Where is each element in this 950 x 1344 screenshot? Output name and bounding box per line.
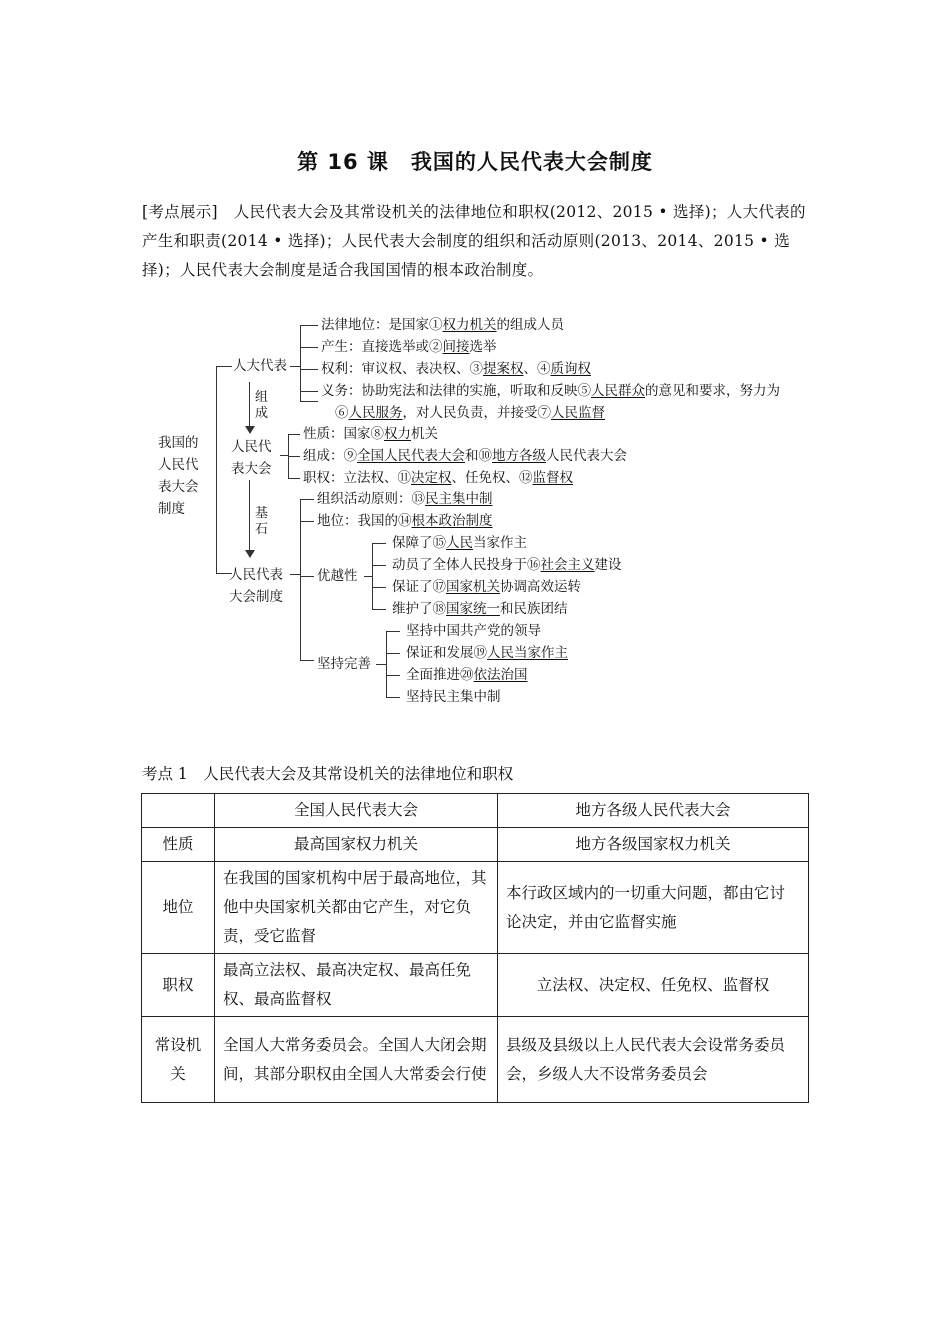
system-principle: 组织活动原则：⑬民主集中制 [317,491,493,507]
arrow-label-foundation: 基 石 [255,506,269,537]
row-head: 性质 [142,828,215,862]
node-congress: 人民代 表大会 [231,439,272,477]
arrow-label-compose: 组 成 [255,390,269,421]
adhere-item: 坚持中国共产党的领导 [406,623,541,639]
adhere-item: 保证和发展⑲人民当家作主 [406,645,568,661]
table-header: 全国人民代表大会 [215,794,498,828]
deputy-item-rights: 权利：审议权、表决权、③提案权、④质询权 [321,361,591,377]
table-cell: 立法权、决定权、任免权、监督权 [498,954,809,1017]
page-title: 第 16 课 我国的人民代表大会制度 [297,150,653,174]
deputy-item-election: 产生：直接选举或②间接选举 [321,339,497,355]
comparison-table [141,793,809,1103]
table-row [142,954,809,1017]
congress-item-nature: 性质：国家⑧权力机关 [303,426,438,442]
table-cell: 最高立法权、最高决定权、最高任免权、最高监督权 [215,954,498,1017]
congress-item-composition: 组成：⑨全国人民代表大会和⑩地方各级人民代表大会 [303,448,627,464]
table-cell: 在我国的国家机构中居于最高地位，其他中央国家机关都由它产生，对它负责，受它监督 [215,862,498,954]
superiority-item: 动员了全体人民投身于⑯社会主义建设 [392,557,622,573]
node-system: 人民代表 大会制度 [229,567,283,605]
table-cell: 县级及县级以上人民代表大会设常务委员会，乡级人大不设常务委员会 [498,1017,809,1103]
deputy-item-duties-cont: ⑥人民服务，对人民负责，并接受⑦人民监督 [335,405,605,421]
arrow-down-icon [245,550,255,558]
row-head: 职权 [142,954,215,1017]
arrow-down-icon [245,426,255,434]
congress-item-powers: 职权：立法权、⑪决定权、任免权、⑫监督权 [303,470,573,486]
table-cell: 最高国家权力机关 [215,828,498,862]
exam-points-intro: [考点展示] 人民代表大会及其常设机关的法律地位和职权(2012、2015 • 选择)；人大代表的产生和职责(2014 • 选择)；人民代表大会制度的组织和活动原则(2013、2014、2015 • 选择)；人民代表大会制度是适合我国国情的根本政治制度。 [142,203,806,279]
system-adhere-label: 坚持完善 [317,656,371,672]
section-title: 考点 1 人民代表大会及其常设机关的法律地位和职权 [142,765,514,783]
superiority-item: 保证了⑰国家机关协调高效运转 [392,579,581,595]
deputy-item-status: 法律地位：是国家①权力机关的组成人员 [321,317,564,333]
adhere-item: 全面推进⑳依法治国 [406,667,528,683]
diagram-root: 我国的 人民代 表大会 制度 [158,435,199,517]
node-deputy: 人大代表 [233,358,287,374]
row-head: 常设机关 [142,1017,215,1103]
table-header-row [142,794,809,828]
table-row [142,1017,809,1103]
table-header: 地方各级人民代表大会 [498,794,809,828]
table-cell: 全国人大常务委员会。全国人大闭会期间，其部分职权由全国人大常委会行使 [215,1017,498,1103]
system-status: 地位：我国的⑭根本政治制度 [317,513,493,529]
superiority-item: 维护了⑱国家统一和民族团结 [392,601,568,617]
deputy-item-duties: 义务：协助宪法和法律的实施，听取和反映⑤人民群众的意见和要求，努力为 [321,383,780,399]
table-header [142,794,215,828]
table-cell: 本行政区域内的一切重大问题，都由它讨论决定，并由它监督实施 [498,862,809,954]
table-cell: 地方各级国家权力机关 [498,828,809,862]
table-row [142,828,809,862]
adhere-item: 坚持民主集中制 [406,689,501,705]
superiority-item: 保障了⑮人民当家作主 [392,535,527,551]
row-head: 地位 [142,862,215,954]
system-superiority-label: 优越性 [317,568,358,584]
table-row [142,862,809,954]
